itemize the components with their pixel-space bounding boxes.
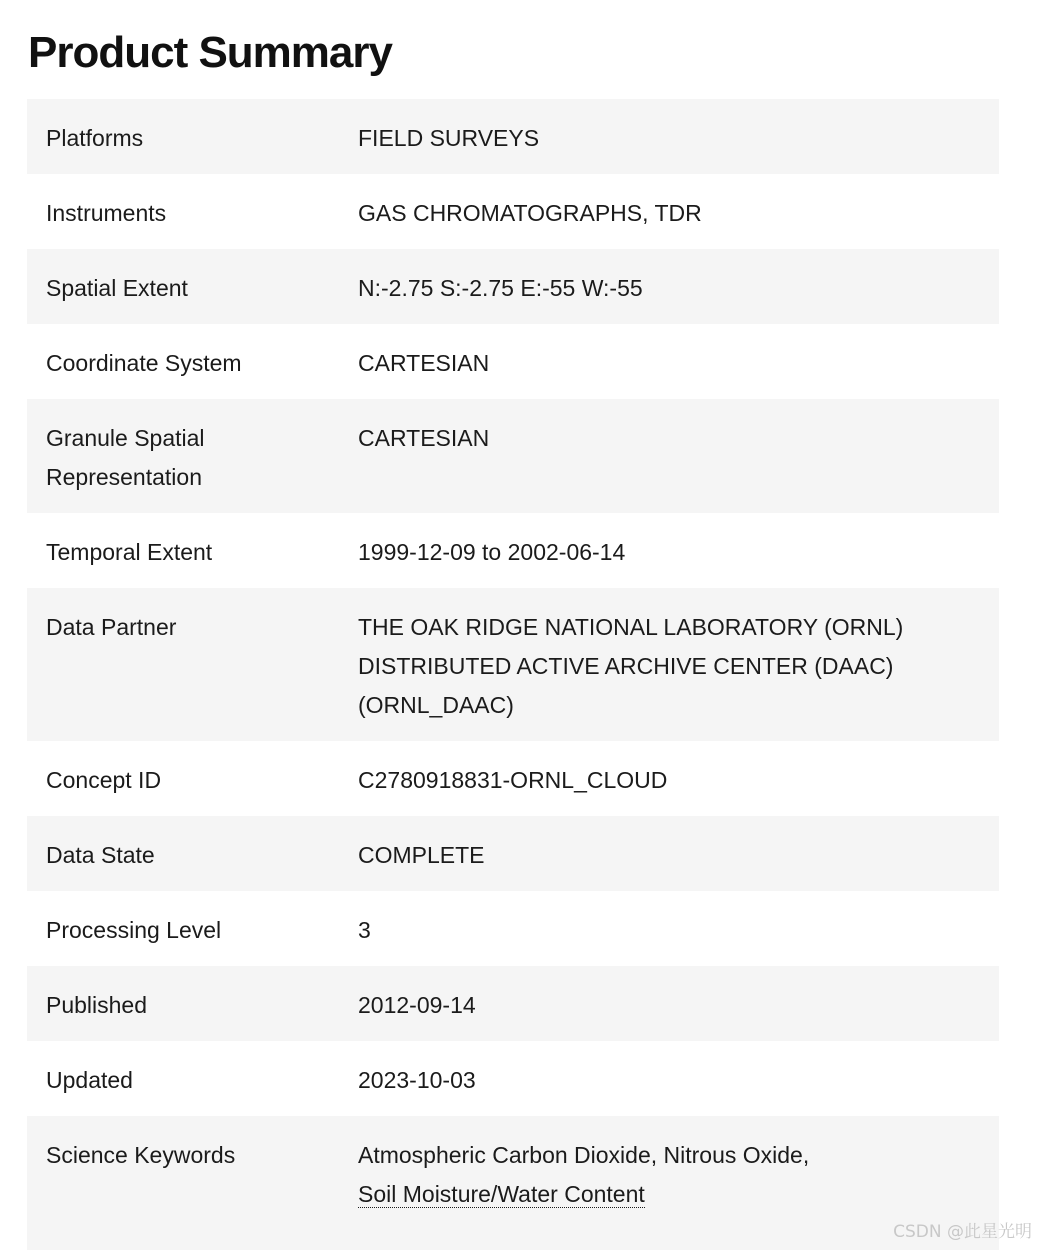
- science-keywords-text: Atmospheric Carbon Dioxide, Nitrous Oxide,: [358, 1142, 810, 1168]
- row-label: Updated: [46, 1067, 133, 1093]
- row-temporal-extent: [27, 513, 999, 588]
- row-data-state: [27, 816, 999, 891]
- row-value: GAS CHROMATOGRAPHS, TDR: [358, 200, 702, 226]
- row-label: Temporal Extent: [46, 539, 213, 565]
- row-coordinate-system: [27, 324, 999, 399]
- row-value: 2023-10-03: [358, 1067, 476, 1093]
- row-granule-spatial-representation: [27, 399, 999, 513]
- row-value: CARTESIAN: [358, 425, 490, 451]
- row-label: Instruments: [46, 200, 167, 226]
- science-keyword-link[interactable]: Soil Moisture/Water Content: [358, 1181, 645, 1207]
- row-value: THE OAK RIDGE NATIONAL LABORATORY (ORNL) DISTRIBUTED ACTIVE ARCHIVE CENTER (DAAC) (ORNL_DAAC): [358, 614, 904, 718]
- row-label: Data Partner: [46, 614, 177, 640]
- row-published: [27, 966, 999, 1041]
- row-value: 2012-09-14: [358, 992, 476, 1018]
- page-title: Product Summary: [28, 28, 392, 77]
- row-label: Coordinate System: [46, 350, 242, 376]
- row-spatial-extent: [27, 249, 999, 324]
- row-label: Processing Level: [46, 917, 222, 943]
- row-label: Concept ID: [46, 767, 162, 793]
- product-summary-table: [27, 99, 999, 1250]
- row-value: 1999-12-09 to 2002-06-14: [358, 539, 626, 565]
- row-value: 3: [358, 917, 371, 943]
- row-value: FIELD SURVEYS: [358, 125, 540, 151]
- row-platforms: [27, 99, 999, 174]
- row-value: N:-2.75 S:-2.75 E:-55 W:-55: [358, 275, 643, 301]
- row-label: Granule Spatial Representation: [46, 425, 205, 490]
- watermark: CSDN @此星光明: [893, 1222, 1032, 1242]
- row-label: Published: [46, 992, 148, 1018]
- row-label: Science Keywords: [46, 1142, 236, 1168]
- row-value: C2780918831-ORNL_CLOUD: [358, 767, 668, 793]
- row-instruments: [27, 174, 999, 249]
- row-label: Platforms: [46, 125, 144, 151]
- row-value: COMPLETE: [358, 842, 485, 868]
- row-label: Data State: [46, 842, 155, 868]
- row-updated: [27, 1041, 999, 1116]
- row-science-keywords: [27, 1116, 999, 1250]
- row-concept-id: [27, 741, 999, 816]
- row-value: CARTESIAN: [358, 350, 490, 376]
- row-processing-level: [27, 891, 999, 966]
- row-label: Spatial Extent: [46, 275, 188, 301]
- row-data-partner: [27, 588, 999, 741]
